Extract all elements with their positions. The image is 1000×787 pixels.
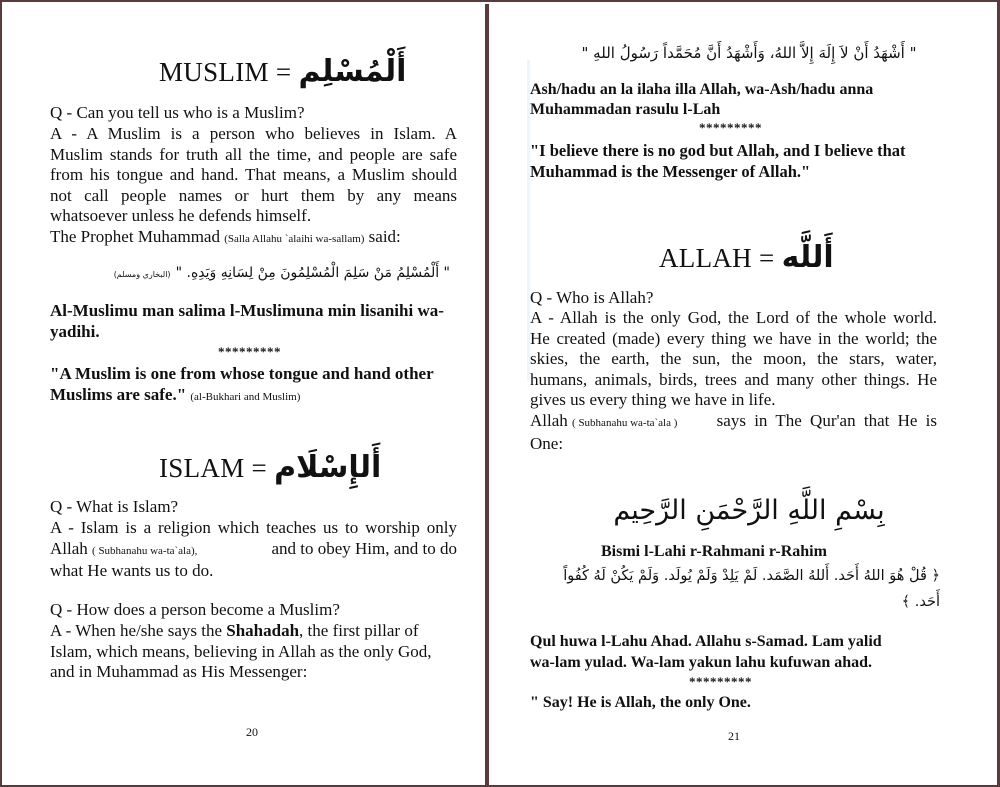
right-page	[489, 0, 997, 787]
left-page	[2, 0, 485, 787]
hadith-transliteration	[50, 300, 444, 342]
hadith-arabic-text: " أَلْمُسْلِمُ مَنْ سَلِمَ الْمُسْلِمُونَ مِنْ لِسَانِهِ وَيَدِهِ. "	[175, 265, 450, 281]
shahadah-translation	[530, 140, 906, 182]
surah-translation: " Say! He is Allah, the only One.	[530, 694, 751, 711]
separator-stars: *********	[699, 120, 762, 135]
basmala-transliteration: Bismi l-Lahi r-Rahmani r-Rahim	[601, 543, 827, 560]
prophet-honorific: (Salla Allahu `alaihi wa-sallam)	[224, 233, 365, 245]
page-number-right: 21	[728, 729, 740, 743]
become-muslim-answer-line: and in Muhammad as His Messenger:	[50, 662, 308, 682]
islam-answer-line	[50, 539, 457, 562]
allah-heading-ar: أَللَّه	[781, 240, 834, 275]
shahadah-transliteration-line: Muhammadan rasulu l-Lah	[530, 101, 721, 118]
prophet-said-line	[50, 227, 401, 250]
islam-answer-line: what He wants us to do.	[50, 561, 214, 581]
allah-heading	[659, 240, 834, 275]
islam-heading-en: ISLAM =	[159, 453, 268, 483]
muslim-heading	[159, 54, 406, 89]
muslim-answer	[50, 124, 457, 227]
answer-suffix: , the first pillar of	[299, 621, 419, 640]
allah-answer-line: gives us every thing we have in life.	[530, 390, 776, 410]
quran-says-honorific: ( Subhanahu wa-ta`ala )	[572, 416, 678, 429]
allah-answer-line: A - Allah is the only God, the Lord of the whole world.	[530, 308, 937, 327]
allah-heading-en: ALLAH =	[659, 243, 775, 273]
muslim-heading-en: MUSLIM =	[159, 57, 292, 87]
surah-transliteration-line: wa-lam yulad. Wa-lam yakun lahu kufuwan ahad.	[530, 654, 873, 671]
allah-answer-line: skies, the earth, the sun, the moon, the stars, water,	[530, 349, 937, 369]
separator-stars: *********	[689, 674, 752, 689]
prophet-prefix: The Prophet Muhammad	[50, 227, 220, 246]
become-muslim-answer	[50, 621, 432, 683]
allah-question: Q - Who is Allah?	[530, 288, 654, 307]
become-muslim-answer-line: Islam, which means, believing in Allah as the only God,	[50, 641, 432, 661]
muslim-answer-line: whatsoever unless he defends himself.	[50, 206, 312, 226]
hadith-translation-source: (al-Bukhari and Muslim)	[190, 391, 301, 403]
muslim-heading-ar: أَلْمُسْلِم	[298, 54, 407, 89]
shahadah-transliteration	[530, 80, 873, 120]
page-number-left: 20	[246, 725, 258, 739]
shahadah-translation-line: Muhammad is the Messenger of Allah."	[530, 162, 811, 181]
islam-heading	[159, 450, 381, 485]
hadith-transliteration-line: yadihi.	[50, 322, 100, 341]
shahadah-transliteration-line: Ash/hadu an la ilaha illa Allah, wa-Ash/hadu anna	[530, 81, 874, 98]
quran-says-allah: Allah	[530, 410, 568, 430]
muslim-answer-line: A - A Muslim is a person who believes in Islam. A	[50, 124, 457, 143]
islam-heading-ar: أَلإِسْلَام	[274, 450, 382, 485]
quran-says-suffix: says in The Qur'an that He is	[716, 410, 937, 430]
separator-stars: *********	[218, 344, 281, 359]
hadith-arabic	[110, 262, 450, 281]
surah-ikhlas-arabic	[530, 563, 940, 615]
become-muslim-question: Q - How does a person become a Muslim?	[50, 600, 340, 619]
surah-arabic-line: ﴿ قُلْ هُوَ اللهُ أَحَد. أَللهُ الصَّمَد. لَمْ يَلِدْ وَلَمْ يُولَد. وَلَمْ يَكُنْ لَهُ كُفُواً	[563, 568, 940, 584]
muslim-answer-line: Muslim stands for truth all the time, and people are safe	[50, 144, 457, 164]
muslim-question: Q - Can you tell us who is a Muslim?	[50, 103, 305, 122]
hadith-transliteration-line: Al-Muslimu man salima l-Muslimuna min lisanihi wa-	[50, 301, 444, 320]
allah-answer-line: humans, animals, birds, trees and many other things. He	[530, 369, 937, 389]
basmala-arabic: بِسْمِ اللَّهِ الرَّحْمَنِ الرَّحِيم	[613, 495, 885, 526]
islam-answer-suffix: and to obey Him, and to do	[271, 538, 457, 558]
hadith-arabic-source: (البخاري ومسلم)	[113, 270, 171, 279]
allah-answer-line: He created (made) every thing we have in the world; the	[530, 328, 937, 348]
islam-answer-line: A - Islam is a religion which teaches us to worship only	[50, 518, 457, 537]
become-muslim-answer-line	[50, 621, 432, 642]
shahadah-translation-line: "I believe there is no god but Allah, and I believe that	[530, 141, 906, 160]
prophet-suffix: said:	[368, 227, 401, 246]
shahadah-term: Shahadah	[226, 621, 300, 640]
islam-answer-honorific: ( Subhanahu wa-ta`ala),	[92, 544, 198, 557]
surah-arabic-line: أَحَد. ﴾	[901, 594, 940, 610]
muslim-answer-line: from his tongue and hand. That means, a Muslim should	[50, 165, 457, 185]
muslim-answer-line: not call people names or hurt them by any means	[50, 185, 457, 205]
islam-question: Q - What is Islam?	[50, 497, 179, 516]
quran-says-line	[530, 411, 937, 434]
answer-prefix: A - When he/she says the	[50, 621, 223, 640]
islam-answer-allah: Allah	[50, 538, 88, 558]
quran-says-end: One:	[530, 433, 564, 453]
allah-answer	[530, 308, 937, 454]
islam-answer	[50, 518, 457, 582]
hadith-translation-line: Muslims are safe."	[50, 385, 187, 404]
surah-transliteration	[530, 631, 882, 673]
hadith-translation	[50, 363, 434, 408]
hadith-translation-line: "A Muslim is one from whose tongue and hand other	[50, 364, 434, 383]
shahadah-arabic: " أَشْهَدُ أَنْ لاَ إِلَهَ إِلاَّ اللهُ، وَأَشْهَدُ أَنَّ مُحَمَّداً رَسُولُ اللهِ "	[581, 44, 917, 62]
surah-transliteration-line: Qul huwa l-Lahu Ahad. Allahu s-Samad. Lam yalid	[530, 633, 882, 650]
